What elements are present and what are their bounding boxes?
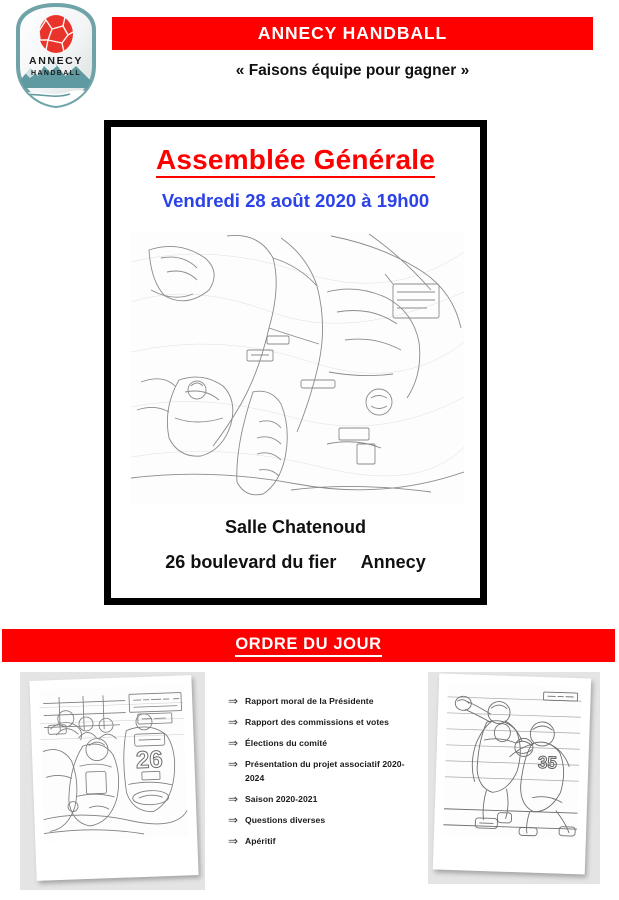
agenda-item-label: Saison 2020-2021 bbox=[245, 794, 318, 804]
page-title: ANNECY HANDBALL bbox=[257, 23, 448, 43]
list-item bbox=[228, 834, 413, 848]
svg-text:ANNECY: ANNECY bbox=[29, 55, 83, 67]
assembly-poster bbox=[104, 120, 487, 605]
agenda-item-label: Questions diverses bbox=[245, 815, 326, 825]
poster-address: 26 boulevard du fier Annecy bbox=[165, 552, 426, 572]
agenda-banner bbox=[2, 629, 615, 662]
list-item bbox=[228, 736, 413, 750]
poster-venue: Salle Chatenoud bbox=[224, 517, 367, 537]
club-tagline: « Faisons équipe pour gagner » bbox=[235, 62, 470, 79]
poster-title-text: Assemblée Générale bbox=[156, 144, 435, 178]
list-item bbox=[228, 792, 413, 806]
club-crest-icon bbox=[10, 2, 102, 110]
list-item bbox=[228, 757, 413, 785]
double-arrow-icon: ⇒ bbox=[228, 694, 239, 708]
header-title-bar bbox=[112, 17, 593, 50]
double-arrow-icon: ⇒ bbox=[228, 792, 239, 806]
svg-text:26: 26 bbox=[135, 746, 164, 775]
left-polaroid-frame bbox=[29, 675, 198, 881]
agenda-item-label: Rapport moral de la Présidente bbox=[245, 696, 374, 706]
poster-title bbox=[111, 144, 480, 176]
list-item bbox=[228, 715, 413, 729]
bottom-section bbox=[0, 662, 619, 900]
svg-text:35: 35 bbox=[537, 752, 558, 773]
double-arrow-icon: ⇒ bbox=[228, 715, 239, 729]
agenda-item-label: Présentation du projet associatif 2020-2024 bbox=[245, 759, 405, 783]
agenda-item-label: Rapport des commissions et votes bbox=[245, 717, 389, 727]
double-arrow-icon: ⇒ bbox=[228, 813, 239, 827]
svg-text:HANDBALL: HANDBALL bbox=[30, 70, 82, 77]
agenda-list bbox=[228, 694, 413, 855]
handball-bench-sketch-photo bbox=[39, 684, 188, 841]
handball-duel-sketch-photo bbox=[443, 683, 582, 839]
left-photo-panel bbox=[20, 672, 205, 890]
list-item bbox=[228, 694, 413, 708]
poster-date: Vendredi 28 août 2020 à 19h00 bbox=[161, 190, 430, 211]
right-photo-panel bbox=[428, 672, 600, 884]
right-polaroid-frame bbox=[433, 674, 591, 875]
handball-team-sketch-photo bbox=[131, 232, 464, 504]
page-header bbox=[0, 0, 619, 112]
double-arrow-icon: ⇒ bbox=[228, 736, 239, 750]
agenda-item-label: Élections du comité bbox=[245, 738, 328, 748]
double-arrow-icon: ⇒ bbox=[228, 834, 239, 848]
agenda-banner-title: ORDRE DU JOUR bbox=[235, 635, 381, 657]
list-item bbox=[228, 813, 413, 827]
agenda-item-label: Apéritif bbox=[245, 836, 276, 846]
double-arrow-icon: ⇒ bbox=[228, 757, 239, 771]
